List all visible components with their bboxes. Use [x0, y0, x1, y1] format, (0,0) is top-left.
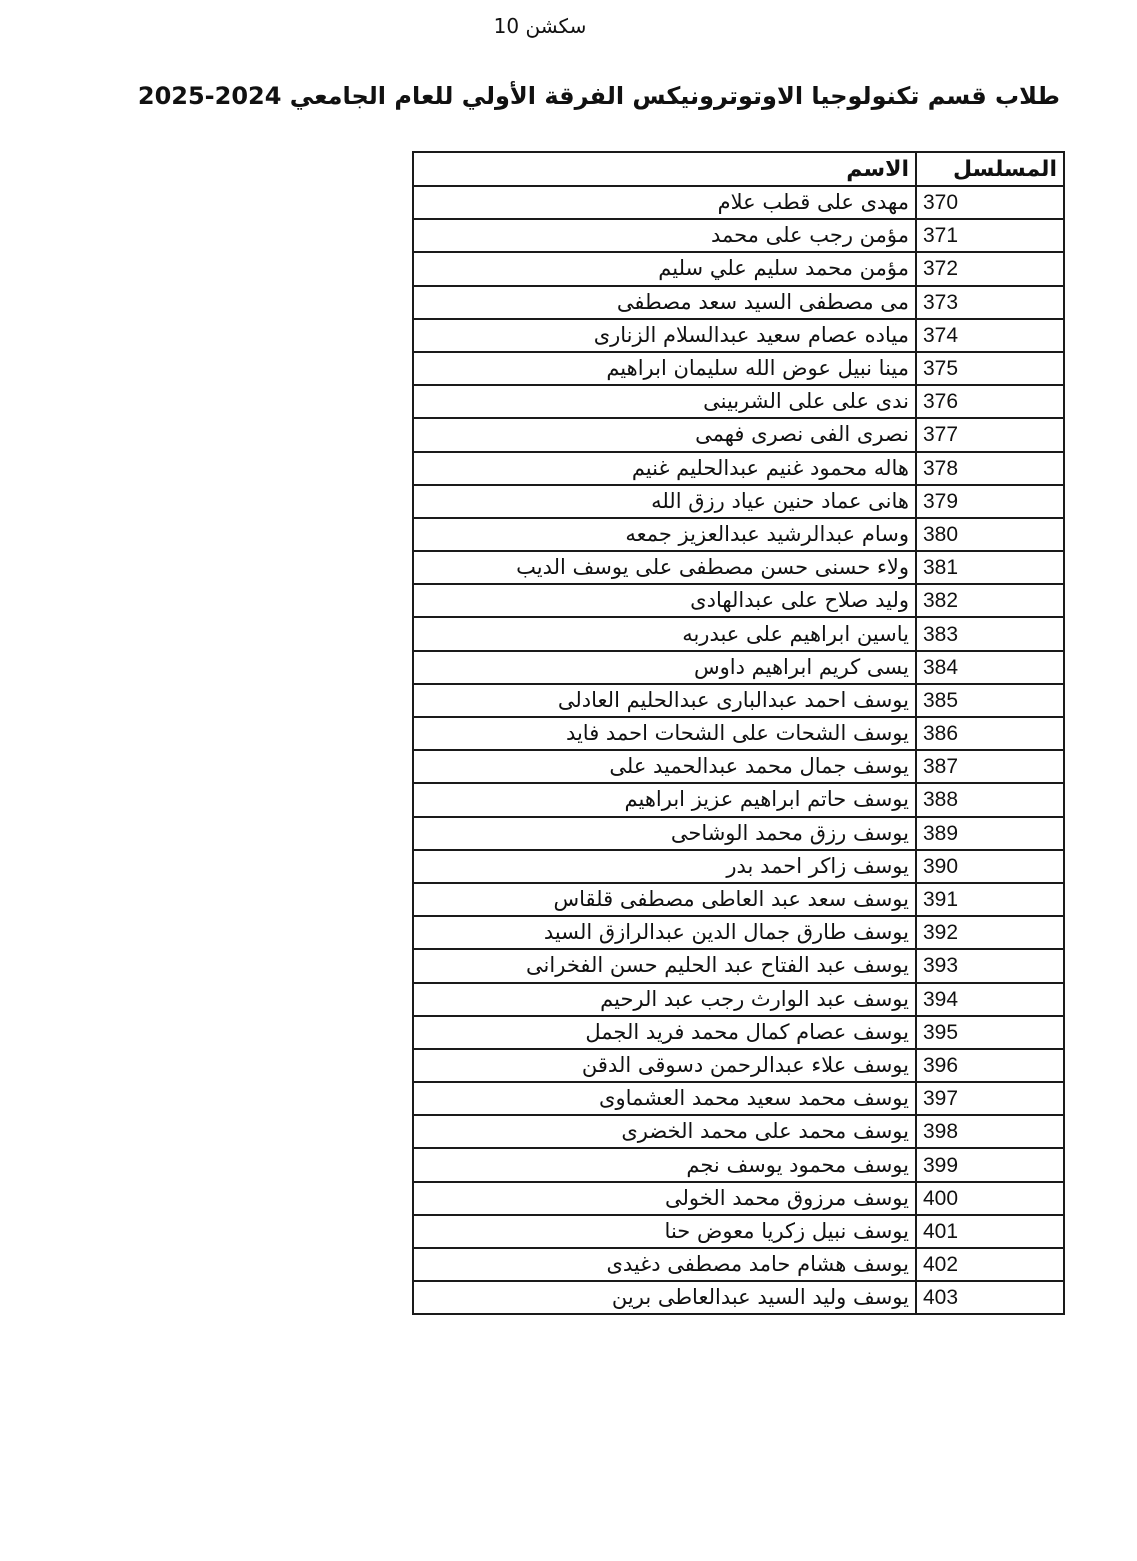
student-name-cell: هانى عماد حنين عياد رزق الله [413, 485, 916, 518]
serial-cell: 384 [916, 651, 1064, 684]
serial-cell: 395 [916, 1016, 1064, 1049]
serial-cell: 398 [916, 1115, 1064, 1148]
table-row [413, 385, 1064, 418]
student-name-cell: مياده عصام سعيد عبدالسلام الزنارى [413, 319, 916, 352]
table-row [413, 252, 1064, 285]
serial-cell: 403 [916, 1281, 1064, 1314]
serial-cell: 373 [916, 286, 1064, 319]
table-row [413, 949, 1064, 982]
serial-cell: 391 [916, 883, 1064, 916]
table-row [413, 1248, 1064, 1281]
table-header-row [413, 152, 1064, 186]
serial-cell: 390 [916, 850, 1064, 883]
student-name-cell: يسى كريم ابراهيم داوس [413, 651, 916, 684]
serial-cell: 397 [916, 1082, 1064, 1115]
table-row [413, 485, 1064, 518]
table-row [413, 750, 1064, 783]
table-row [413, 352, 1064, 385]
table-row [413, 1082, 1064, 1115]
student-name-cell: مى مصطفى السيد سعد مصطفى [413, 286, 916, 319]
student-name-cell: يوسف هشام حامد مصطفى دغيدى [413, 1248, 916, 1281]
student-name-cell: يوسف علاء عبدالرحمن دسوقى الدقن [413, 1049, 916, 1082]
serial-cell: 400 [916, 1182, 1064, 1215]
table-row [413, 219, 1064, 252]
serial-cell: 377 [916, 418, 1064, 451]
table-row [413, 418, 1064, 451]
student-name-cell: مؤمن رجب على محمد [413, 219, 916, 252]
student-name-cell: يوسف طارق جمال الدين عبدالرازق السيد [413, 916, 916, 949]
serial-cell: 386 [916, 717, 1064, 750]
table-row [413, 883, 1064, 916]
serial-cell: 378 [916, 452, 1064, 485]
student-name-cell: مهدى على قطب علام [413, 186, 916, 219]
table-row [413, 916, 1064, 949]
student-name-cell: وسام عبدالرشيد عبدالعزيز جمعه [413, 518, 916, 551]
student-name-cell: يوسف محمود يوسف نجم [413, 1148, 916, 1181]
table-row [413, 186, 1064, 219]
student-name-cell: يوسف حاتم ابراهيم عزيز ابراهيم [413, 783, 916, 816]
roster-body [413, 186, 1064, 1314]
table-row [413, 651, 1064, 684]
table-row [413, 1182, 1064, 1215]
student-name-cell: يوسف عبد الوارث رجب عبد الرحيم [413, 983, 916, 1016]
serial-cell: 385 [916, 684, 1064, 717]
serial-cell: 379 [916, 485, 1064, 518]
serial-cell: 399 [916, 1148, 1064, 1181]
student-name-cell: يوسف مرزوق محمد الخولى [413, 1182, 916, 1215]
table-row [413, 717, 1064, 750]
student-roster-table [412, 151, 1065, 1315]
serial-cell: 382 [916, 584, 1064, 617]
student-name-cell: ولاء حسنى حسن مصطفى على يوسف الديب [413, 551, 916, 584]
header-name: الاسم [413, 152, 916, 186]
table-row [413, 1148, 1064, 1181]
table-row [413, 684, 1064, 717]
table-row [413, 518, 1064, 551]
serial-cell: 370 [916, 186, 1064, 219]
serial-cell: 387 [916, 750, 1064, 783]
serial-cell: 402 [916, 1248, 1064, 1281]
serial-cell: 396 [916, 1049, 1064, 1082]
student-name-cell: يوسف رزق محمد الوشاحى [413, 817, 916, 850]
serial-cell: 393 [916, 949, 1064, 982]
table-row [413, 286, 1064, 319]
serial-cell: 372 [916, 252, 1064, 285]
student-name-cell: يوسف عصام كمال محمد فريد الجمل [413, 1016, 916, 1049]
student-name-cell: يوسف زاكر احمد بدر [413, 850, 916, 883]
table-row [413, 584, 1064, 617]
table-row [413, 983, 1064, 1016]
table-row [413, 1016, 1064, 1049]
student-name-cell: وليد صلاح على عبدالهادى [413, 584, 916, 617]
student-name-cell: مينا نبيل عوض الله سليمان ابراهيم [413, 352, 916, 385]
table-row [413, 617, 1064, 650]
serial-cell: 394 [916, 983, 1064, 1016]
student-name-cell: يوسف نبيل زكريا معوض حنا [413, 1215, 916, 1248]
student-name-cell: يوسف احمد عبدالبارى عبدالحليم العادلى [413, 684, 916, 717]
serial-cell: 381 [916, 551, 1064, 584]
document-title: طلاب قسم تكنولوجيا الاوتوترونيكس الفرقة الأولي للعام الجامعي 2024-2025 [137, 82, 1060, 110]
student-name-cell: يوسف وليد السيد عبدالعاطى برين [413, 1281, 916, 1314]
student-name-cell: يوسف محمد سعيد محمد العشماوى [413, 1082, 916, 1115]
student-name-cell: ياسين ابراهيم على عبدربه [413, 617, 916, 650]
table-row [413, 1049, 1064, 1082]
student-name-cell: يوسف عبد الفتاح عبد الحليم حسن الفخرانى [413, 949, 916, 982]
serial-cell: 371 [916, 219, 1064, 252]
section-label: سكشن 10 [493, 14, 587, 38]
table-row [413, 1281, 1064, 1314]
student-name-cell: يوسف جمال محمد عبدالحميد على [413, 750, 916, 783]
student-name-cell: مؤمن محمد سليم علي سليم [413, 252, 916, 285]
student-name-cell: يوسف سعد عبد العاطى مصطفى قلقاس [413, 883, 916, 916]
student-name-cell: يوسف محمد على محمد الخضرى [413, 1115, 916, 1148]
student-name-cell: نصرى الفى نصرى فهمى [413, 418, 916, 451]
serial-cell: 388 [916, 783, 1064, 816]
table-row [413, 1215, 1064, 1248]
serial-cell: 389 [916, 817, 1064, 850]
student-name-cell: يوسف الشحات على الشحات احمد فايد [413, 717, 916, 750]
serial-cell: 392 [916, 916, 1064, 949]
serial-cell: 380 [916, 518, 1064, 551]
table-row [413, 850, 1064, 883]
header-serial: المسلسل [916, 152, 1064, 186]
serial-cell: 383 [916, 617, 1064, 650]
student-name-cell: ندى على على الشربينى [413, 385, 916, 418]
table-row [413, 319, 1064, 352]
student-name-cell: هاله محمود غنيم عبدالحليم غنيم [413, 452, 916, 485]
table-row [413, 1115, 1064, 1148]
serial-cell: 401 [916, 1215, 1064, 1248]
serial-cell: 376 [916, 385, 1064, 418]
serial-cell: 374 [916, 319, 1064, 352]
table-row [413, 817, 1064, 850]
table-row [413, 551, 1064, 584]
serial-cell: 375 [916, 352, 1064, 385]
table-row [413, 783, 1064, 816]
table-row [413, 452, 1064, 485]
